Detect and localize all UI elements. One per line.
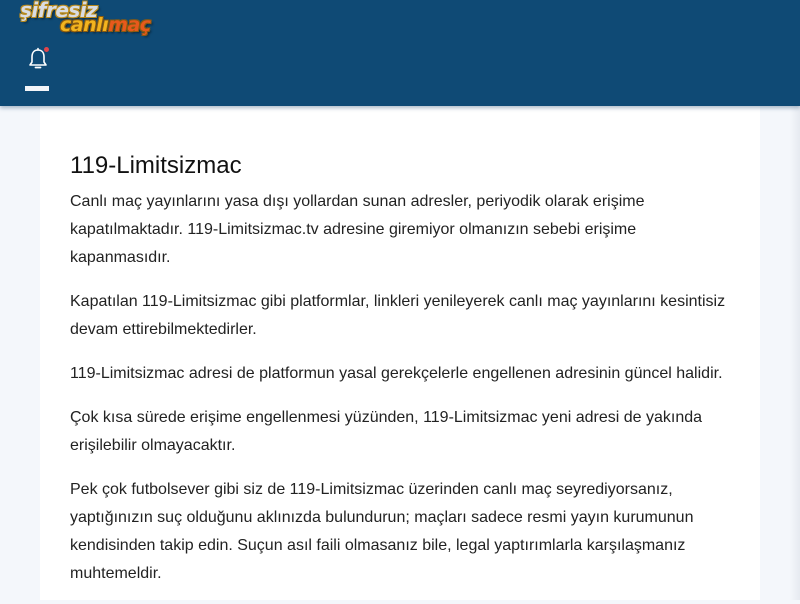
article-card [40, 106, 760, 600]
notification-button[interactable] [27, 47, 49, 71]
logo-word-canlimac [60, 14, 151, 36]
notification-badge [44, 47, 49, 52]
article-content [70, 150, 735, 604]
site-header [0, 0, 800, 106]
article-paragraph-5: Pek çok futbolsever gibi siz de 119-Limitsizmac üzerinden canlı maç seyrediyorsanız, yaptığınızın suç olduğunu aklınızda bulundurun; maçları sadece resmi yayın kurumunun kendisinden takip edin. Suçun asıl faili olmasanız bile, legal yaptırımlarla karşılaşmanız muhtemeldir. [70, 481, 694, 582]
article-paragraph-2: Kapatılan 119-Limitsizmac gibi platformlar, linkleri yenileyerek canlı maç yayınlarını kesintisiz devam ettirebilmektedirler. [70, 293, 726, 338]
article-paragraph-1: Canlı maç yayınlarını yasa dışı yollardan sunan adresler, periyodik olarak erişime kapatılmaktadır. 119-Limitsizmac.tv adresine giremiyor olmanızın sebebi erişime kapanmasıdır. [70, 193, 645, 266]
logo-word-canli: canlı [60, 14, 109, 36]
page-scroll-edge [790, 106, 800, 600]
article-title: 119-Limitsizmac [70, 152, 242, 179]
site-logo[interactable] [20, 0, 170, 42]
article-paragraph-3: 119-Limitsizmac adresi de platformun yasal gerekçelerle engellenen adresinin güncel halidir. [70, 365, 723, 382]
menu-toggle-button[interactable] [25, 86, 49, 91]
logo-word-sifresiz: şifresiz [20, 0, 98, 22]
article-paragraph-4: Çok kısa sürede erişime engellenmesi yüzünden, 119-Limitsizmac yeni adresi de yakında erişilebilir olmayacaktır. [70, 409, 703, 454]
logo-word-mac: maç [108, 14, 151, 36]
